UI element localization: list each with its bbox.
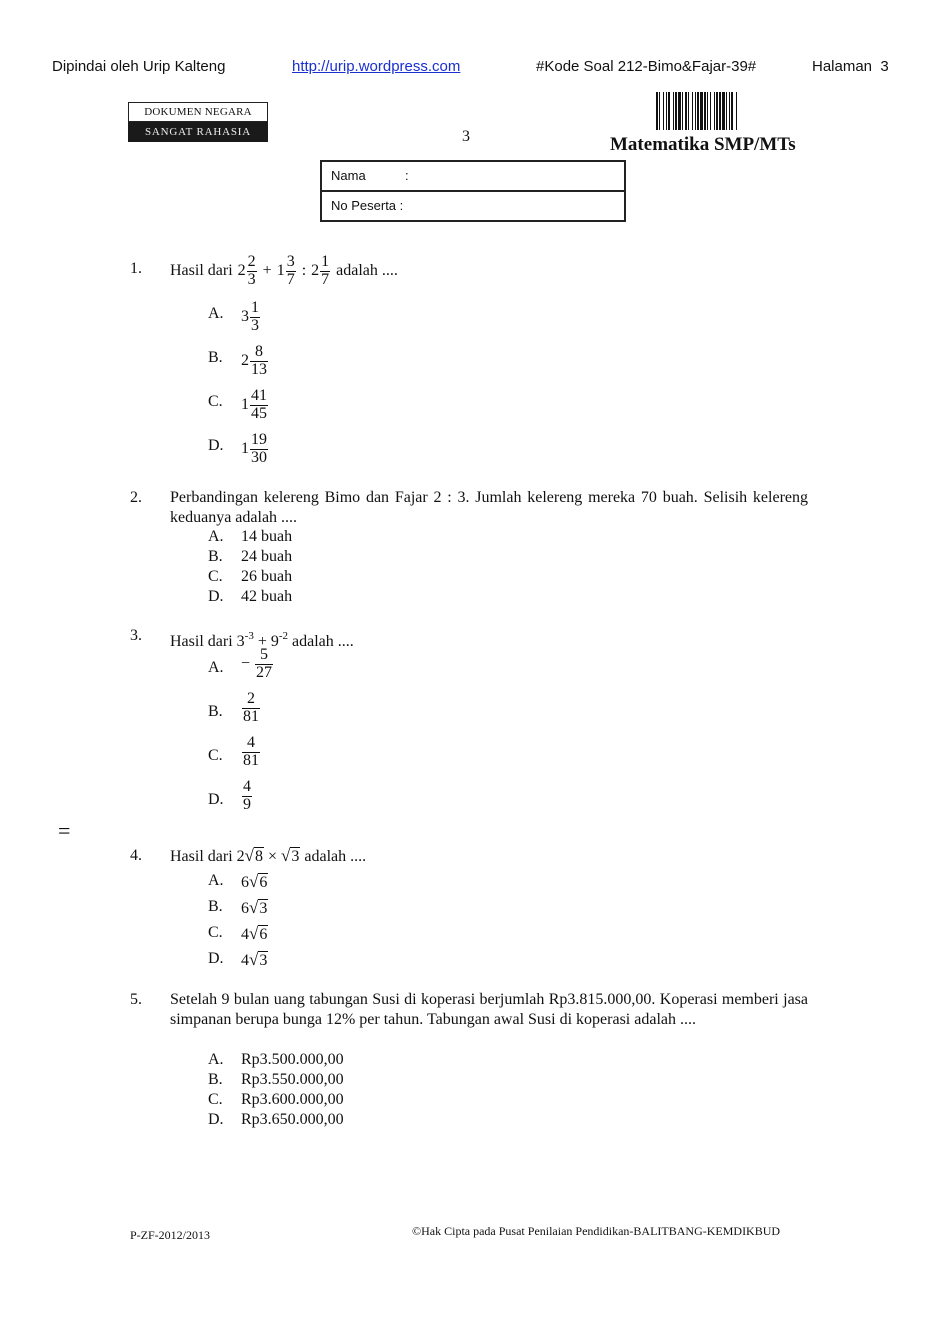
option-label: C. [208,924,223,941]
margin-mark: = [58,818,71,843]
coefficient: 2 [236,848,245,865]
name-row[interactable] [322,162,624,190]
radicand: 6 [259,874,268,891]
option-label: A. [208,659,224,676]
option-label: D. [208,437,224,454]
question-text [170,254,808,289]
fraction [250,432,268,467]
footer-code: P-ZF-2012/2013 [130,1228,211,1242]
whole: 3 [241,308,249,326]
participant-label: No Peserta : [331,198,404,213]
question-4 [130,846,810,868]
denominator: 3 [247,270,256,288]
identity-box [320,160,626,222]
option-label: B. [208,548,223,565]
barcode-bar [695,92,696,130]
fraction [250,388,268,423]
option-label: A. [208,1051,224,1068]
sqrt-icon: √ [249,924,259,943]
radicand: 8 [255,848,263,865]
numerator: 2 [247,253,256,270]
whole: 2 [237,262,246,280]
classification-top: DOKUMEN NEGARA [128,102,268,122]
question-text: Setelah 9 bulan uang tabungan Susi di koperasi berjumlah Rp3.815.000,00. Koperasi memberi jasa simpanan berupa bunga 12% per tahun. Tabungan awal Susi di koperasi adalah .... [170,991,808,1028]
numerator: 1 [321,253,330,270]
option-value [241,872,268,892]
barcode-bar [700,92,703,130]
question-3 [130,626,810,648]
option-value: 42 buah [241,588,293,605]
question-suffix: adalah .... [292,633,354,650]
radicand: 3 [291,848,300,865]
footer-copyright: ©Hak Cipta pada Pusat Penilaian Pendidikan-BALITBANG-KEMDIKBUD [412,1224,781,1238]
barcode-bar [729,92,730,130]
denominator: 45 [251,404,267,422]
mixed-fraction [311,254,331,289]
barcode-bar [673,92,674,130]
classification-bottom: SANGAT RAHASIA [128,122,268,142]
denominator: 7 [286,270,295,288]
radicand: 6 [259,926,268,943]
subject-title: Matematika SMP/MTs [610,134,796,155]
radical-term [237,848,264,865]
option-label: D. [208,791,224,808]
question-suffix: adalah .... [336,262,398,280]
sqrt-icon: √ [281,846,291,865]
barcode-bar [678,92,681,130]
option-value [241,647,274,682]
option-label: D. [208,950,224,967]
sqrt-icon: √ [244,846,254,865]
fraction [247,254,257,289]
question-prefix: Hasil dari [170,633,233,650]
source-link-wrap [292,58,460,75]
option-value [241,779,253,814]
exponent: -3 [244,630,254,642]
option-value: 26 buah [241,568,293,585]
fraction [255,647,273,682]
radicand: 3 [259,900,268,917]
coefficient: 6 [241,900,249,917]
option-value [241,388,269,423]
option-value [241,950,268,970]
denominator: 7 [321,270,330,288]
barcode-bar [714,92,715,130]
option-label: B. [208,703,223,720]
question-2 [130,488,810,530]
barcode-bar [707,92,708,130]
numerator: 8 [250,344,268,362]
question-number: 5. [130,991,142,1008]
sign: − [241,655,251,673]
barcode [656,92,808,130]
numerator: 4 [243,778,251,795]
operator-plus: + [257,633,267,650]
denominator: 81 [243,751,259,769]
numerator: 5 [255,647,273,665]
option-label: A. [208,872,224,889]
fraction [242,735,260,770]
fraction [242,779,252,814]
operator-divide: : [301,262,307,280]
coefficient: 4 [241,952,249,969]
fraction [242,691,260,726]
operator-times: × [268,848,278,865]
base: 3 [236,633,245,650]
barcode-bar [663,92,664,130]
question-5 [130,990,810,1052]
coefficient: 4 [241,926,249,943]
option-label: A. [208,528,224,545]
page-number: 3 [880,58,889,75]
exponent: -2 [278,630,289,642]
option-value: Rp3.650.000,00 [241,1111,344,1128]
scanner-credit: Dipindai oleh Urip Kalteng [52,58,226,75]
page-label: Halaman [812,58,873,75]
question-prefix: Hasil dari [170,848,233,865]
option-value [241,344,269,379]
option-label: D. [208,588,224,605]
sqrt-icon: √ [249,898,259,917]
fraction [320,254,330,289]
numerator: 41 [251,387,267,404]
fraction [286,254,296,289]
denominator: 27 [256,663,273,681]
numerator: 19 [251,431,267,448]
sqrt-icon: √ [249,872,259,891]
option-label: D. [208,1111,224,1128]
whole: 2 [241,352,249,370]
name-colon: : [405,168,409,183]
barcode-bar [675,92,677,130]
barcode-bar [692,92,693,130]
question-suffix: adalah .... [304,848,367,865]
numerator: 4 [242,735,260,753]
option-value: 14 buah [241,528,293,545]
numerator: 1 [251,299,259,316]
mixed-fraction [277,254,297,289]
participant-row[interactable] [322,190,624,220]
radicand: 3 [259,952,268,969]
option-value [241,300,261,335]
barcode-bar [716,92,718,130]
numerator: 2 [242,691,260,709]
barcode-bar [710,92,711,130]
barcode-bar [668,92,670,130]
question-number: 2. [130,489,142,506]
sqrt-icon: √ [249,950,259,969]
question-prefix: Hasil dari [170,262,233,280]
coefficient: 6 [241,874,249,891]
barcode-bar [682,92,683,130]
barcode-bar [688,92,689,130]
question-1 [130,253,810,288]
classification-box [128,102,268,142]
option-label: B. [208,349,223,366]
question-text: Perbandingan kelereng Bimo dan Fajar 2 : 3. Jumlah kelereng mereka 70 buah. Selisih kelereng keduanya adalah .... [170,489,808,526]
option-label: C. [208,747,223,764]
mixed-fraction [238,254,258,289]
operator-plus: + [262,262,272,280]
option-value [241,735,261,770]
source-link[interactable]: http://urip.wordpress.com [292,58,461,75]
option-label: B. [208,898,223,915]
barcode-bar [722,92,725,130]
option-value: 24 buah [241,548,293,565]
denominator: 13 [251,360,267,378]
base: 9 [270,633,279,650]
option-label: A. [208,305,224,322]
barcode-bar [666,92,667,130]
option-value: Rp3.500.000,00 [241,1051,344,1068]
barcode-bar [731,92,733,130]
question-number: 1. [130,260,142,277]
whole: 1 [241,396,249,414]
question-number: 3. [130,627,142,644]
denominator: 9 [243,795,251,813]
fraction [250,344,268,379]
barcode-bar [736,92,737,130]
page-center-number: 3 [462,128,470,145]
whole: 1 [241,440,249,458]
option-value [241,432,269,467]
barcode-bar [656,92,658,130]
option-label: C. [208,393,223,410]
question-text [170,846,808,867]
page-indicator [812,58,889,75]
option-value: Rp3.550.000,00 [241,1071,344,1088]
whole: 1 [276,262,285,280]
exam-code: #Kode Soal 212-Bimo&Fajar-39# [536,58,757,75]
barcode-bar [697,92,699,130]
barcode-bar [704,92,706,130]
denominator: 30 [251,448,267,466]
denominator: 3 [251,316,259,334]
radical-term [281,848,300,865]
whole: 2 [311,262,320,280]
barcode-bar [685,92,687,130]
denominator: 81 [243,707,259,725]
option-label: B. [208,1071,223,1088]
barcode-bar [726,92,727,130]
barcode-bar [719,92,721,130]
name-label: Nama [331,168,366,183]
numerator: 3 [286,253,295,270]
option-value: Rp3.600.000,00 [241,1091,344,1108]
option-value [241,924,268,944]
option-value [241,898,268,918]
option-label: C. [208,1091,223,1108]
question-number: 4. [130,847,142,864]
option-label: C. [208,568,223,585]
fraction [250,300,260,335]
option-value [241,691,261,726]
barcode-bar [659,92,660,130]
